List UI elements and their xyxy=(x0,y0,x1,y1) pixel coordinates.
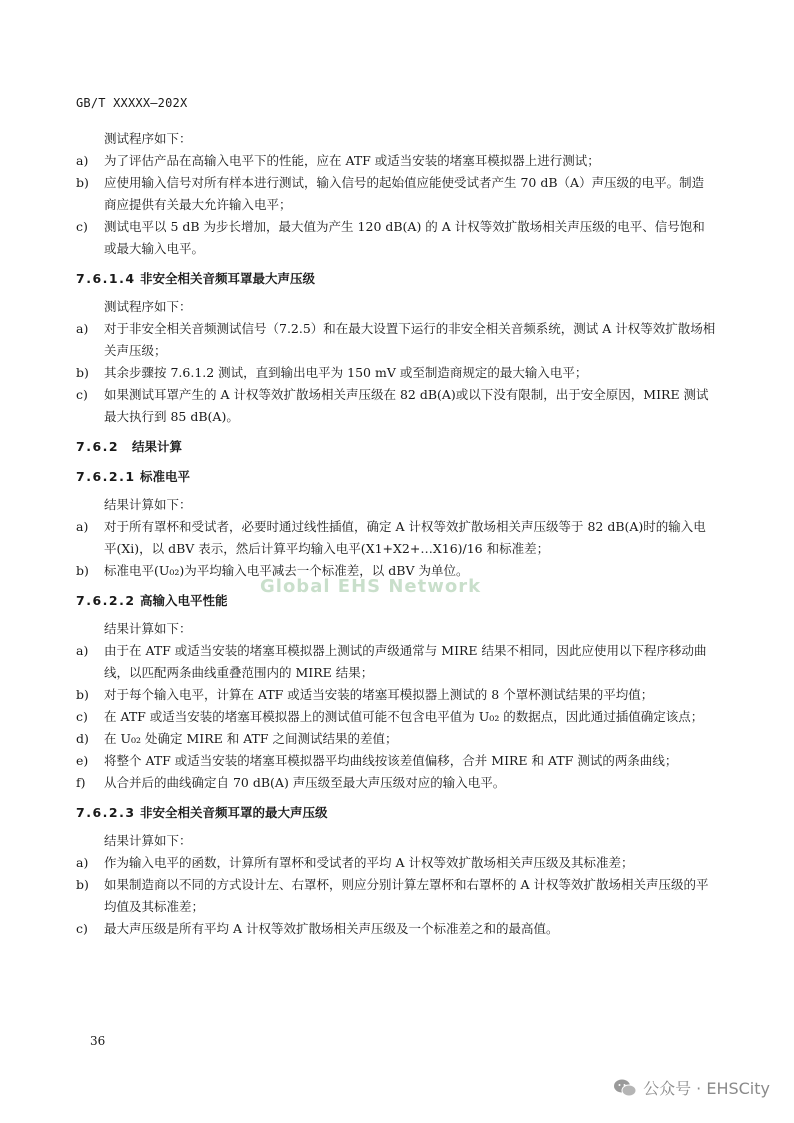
list-item xyxy=(76,172,716,216)
list-item-text: 在 U₀₂ 处确定 MIRE 和 ATF 之间测试结果的差值； xyxy=(104,731,398,746)
list-7-6-2-1 xyxy=(76,516,716,582)
list-item-text: 测试电平以 5 dB 为步长增加，最大值为产生 120 dB(A) 的 A 计权等效扩散场相关声压级的电平、信号饱和或最大输入电平。 xyxy=(104,219,705,256)
list-item xyxy=(76,750,716,772)
list-item-text: 标准电平(U₀₂)为平均输入电平减去一个标准差，以 dBV 为单位。 xyxy=(104,563,469,578)
list-item xyxy=(76,384,716,428)
list-item-marker: f) xyxy=(76,775,86,790)
list-item-marker: b) xyxy=(76,687,89,702)
list-item xyxy=(76,874,716,918)
heading-7-6-2-1 xyxy=(76,466,716,488)
list-item-marker: a) xyxy=(76,643,89,658)
list-item-marker: a) xyxy=(76,321,89,336)
list-item-marker: c) xyxy=(76,921,88,936)
list-item-marker: b) xyxy=(76,365,89,380)
list-item-marker: b) xyxy=(76,175,89,190)
list-item-marker: b) xyxy=(76,563,89,578)
list-item-text: 对于非安全相关音频测试信号（7.2.5）和在最大设置下运行的非安全相关音频系统，测试 A 计权等效扩散场相关声压级； xyxy=(104,321,716,358)
heading-title: 标准电平 xyxy=(140,469,191,484)
list-item-text: 其余步骤按 7.6.1.2 测试，直到输出电平为 150 mV 或至制造商规定的最大输入电平； xyxy=(104,365,588,380)
section-intro: 测试程序如下： xyxy=(104,131,192,146)
list-item xyxy=(76,728,716,750)
list-item-marker: a) xyxy=(76,519,89,534)
heading-7-6-2 xyxy=(76,436,716,458)
heading-number: 7.6.2.3 xyxy=(76,805,136,820)
list-item-text: 由于在 ATF 或适当安装的堵塞耳模拟器上测试的声级通常与 MIRE 结果不相同，因此应使用以下程序移动曲线，以匹配两条曲线重叠范围内的 MIRE 结果； xyxy=(104,643,707,680)
section-intro: 结果计算如下： xyxy=(104,833,192,848)
heading-number: 7.6.2.2 xyxy=(76,593,136,608)
list-item xyxy=(76,852,716,874)
heading-7-6-1-4 xyxy=(76,268,716,290)
list-item-text: 如果测试耳罩产生的 A 计权等效扩散场相关声压级在 82 dB(A)或以下没有限制，出于安全原因，MIRE 测试最大执行到 85 dB(A)。 xyxy=(104,387,709,424)
list-item xyxy=(76,150,716,172)
page-number: 36 xyxy=(90,1034,106,1048)
list-item xyxy=(76,216,716,260)
document-header: GB/T XXXXX—202X xyxy=(76,96,188,110)
list-item-text: 从合并后的曲线确定自 70 dB(A) 声压级至最大声压级对应的输入电平。 xyxy=(104,775,506,790)
heading-number: 7.6.2.1 xyxy=(76,469,136,484)
list-item xyxy=(76,706,716,728)
heading-number: 7.6.2 xyxy=(76,439,120,454)
heading-title: 高输入电平性能 xyxy=(140,593,228,608)
list-item-marker: c) xyxy=(76,219,88,234)
list-item xyxy=(76,918,716,940)
list-item xyxy=(76,684,716,706)
heading-number: 7.6.1.4 xyxy=(76,271,136,286)
list-7-6-2-2 xyxy=(76,640,716,794)
footer-brand xyxy=(613,1076,770,1099)
list-item-text: 应使用输入信号对所有样本进行测试，输入信号的起始值应能使受试者产生 70 dB（A）声压级的电平。制造商应提供有关最大允许输入电平； xyxy=(104,175,705,212)
list-7-6-2-3 xyxy=(76,852,716,940)
wechat-icon xyxy=(613,1078,637,1098)
list-item-text: 对于所有罩杯和受试者，必要时通过线性插值，确定 A 计权等效扩散场相关声压级等于 82 dB(A)时的输入电平(Xi)，以 dBV 表示，然后计算平均输入电平(X1+X2+…X16)/16 和标准差； xyxy=(104,519,706,556)
list-item-text: 对于每个输入电平，计算在 ATF 或适当安装的堵塞耳模拟器上测试的 8 个罩杯测试结果的平均值； xyxy=(104,687,654,702)
list-item-marker: b) xyxy=(76,877,89,892)
list-item-marker: c) xyxy=(76,387,88,402)
section-intro: 结果计算如下： xyxy=(104,621,192,636)
section-intro: 结果计算如下： xyxy=(104,497,192,512)
list-item xyxy=(76,772,716,794)
heading-7-6-2-3 xyxy=(76,802,716,824)
list-item xyxy=(76,318,716,362)
list-item-text: 如果制造商以不同的方式设计左、右罩杯，则应分别计算左罩杯和右罩杯的 A 计权等效扩散场相关声压级的平均值及其标准差； xyxy=(104,877,709,914)
page-content xyxy=(76,128,716,940)
list-section-a xyxy=(76,150,716,260)
list-item-marker: c) xyxy=(76,709,88,724)
heading-title: 结果计算 xyxy=(132,439,183,454)
heading-title: 非安全相关音频耳罩最大声压级 xyxy=(140,271,316,286)
section-intro: 测试程序如下： xyxy=(104,299,192,314)
list-item-marker: a) xyxy=(76,855,89,870)
list-item-marker: a) xyxy=(76,153,89,168)
list-item xyxy=(76,640,716,684)
list-item-text: 将整个 ATF 或适当安装的堵塞耳模拟器平均曲线按该差值偏移，合并 MIRE 和 ATF 测试的两条曲线； xyxy=(104,753,678,768)
list-item-text: 作为输入电平的函数，计算所有罩杯和受试者的平均 A 计权等效扩散场相关声压级及其标准差； xyxy=(104,855,634,870)
list-item-marker: d) xyxy=(76,731,89,746)
list-item-text: 最大声压级是所有平均 A 计权等效扩散场相关声压级及一个标准差之和的最高值。 xyxy=(104,921,559,936)
list-item-text: 在 ATF 或适当安装的堵塞耳模拟器上的测试值可能不包含电平值为 U₀₂ 的数据点，因此通过插值确定该点； xyxy=(104,709,704,724)
watermark: Global EHS Network xyxy=(260,576,482,597)
list-item xyxy=(76,516,716,560)
list-item-text: 为了评估产品在高输入电平下的性能，应在 ATF 或适当安装的堵塞耳模拟器上进行测试； xyxy=(104,153,600,168)
footer-brand-text: 公众号 · EHSCity xyxy=(643,1079,770,1098)
heading-title: 非安全相关音频耳罩的最大声压级 xyxy=(140,805,328,820)
list-item-marker: e) xyxy=(76,753,89,768)
list-7-6-1-4 xyxy=(76,318,716,428)
list-item xyxy=(76,362,716,384)
